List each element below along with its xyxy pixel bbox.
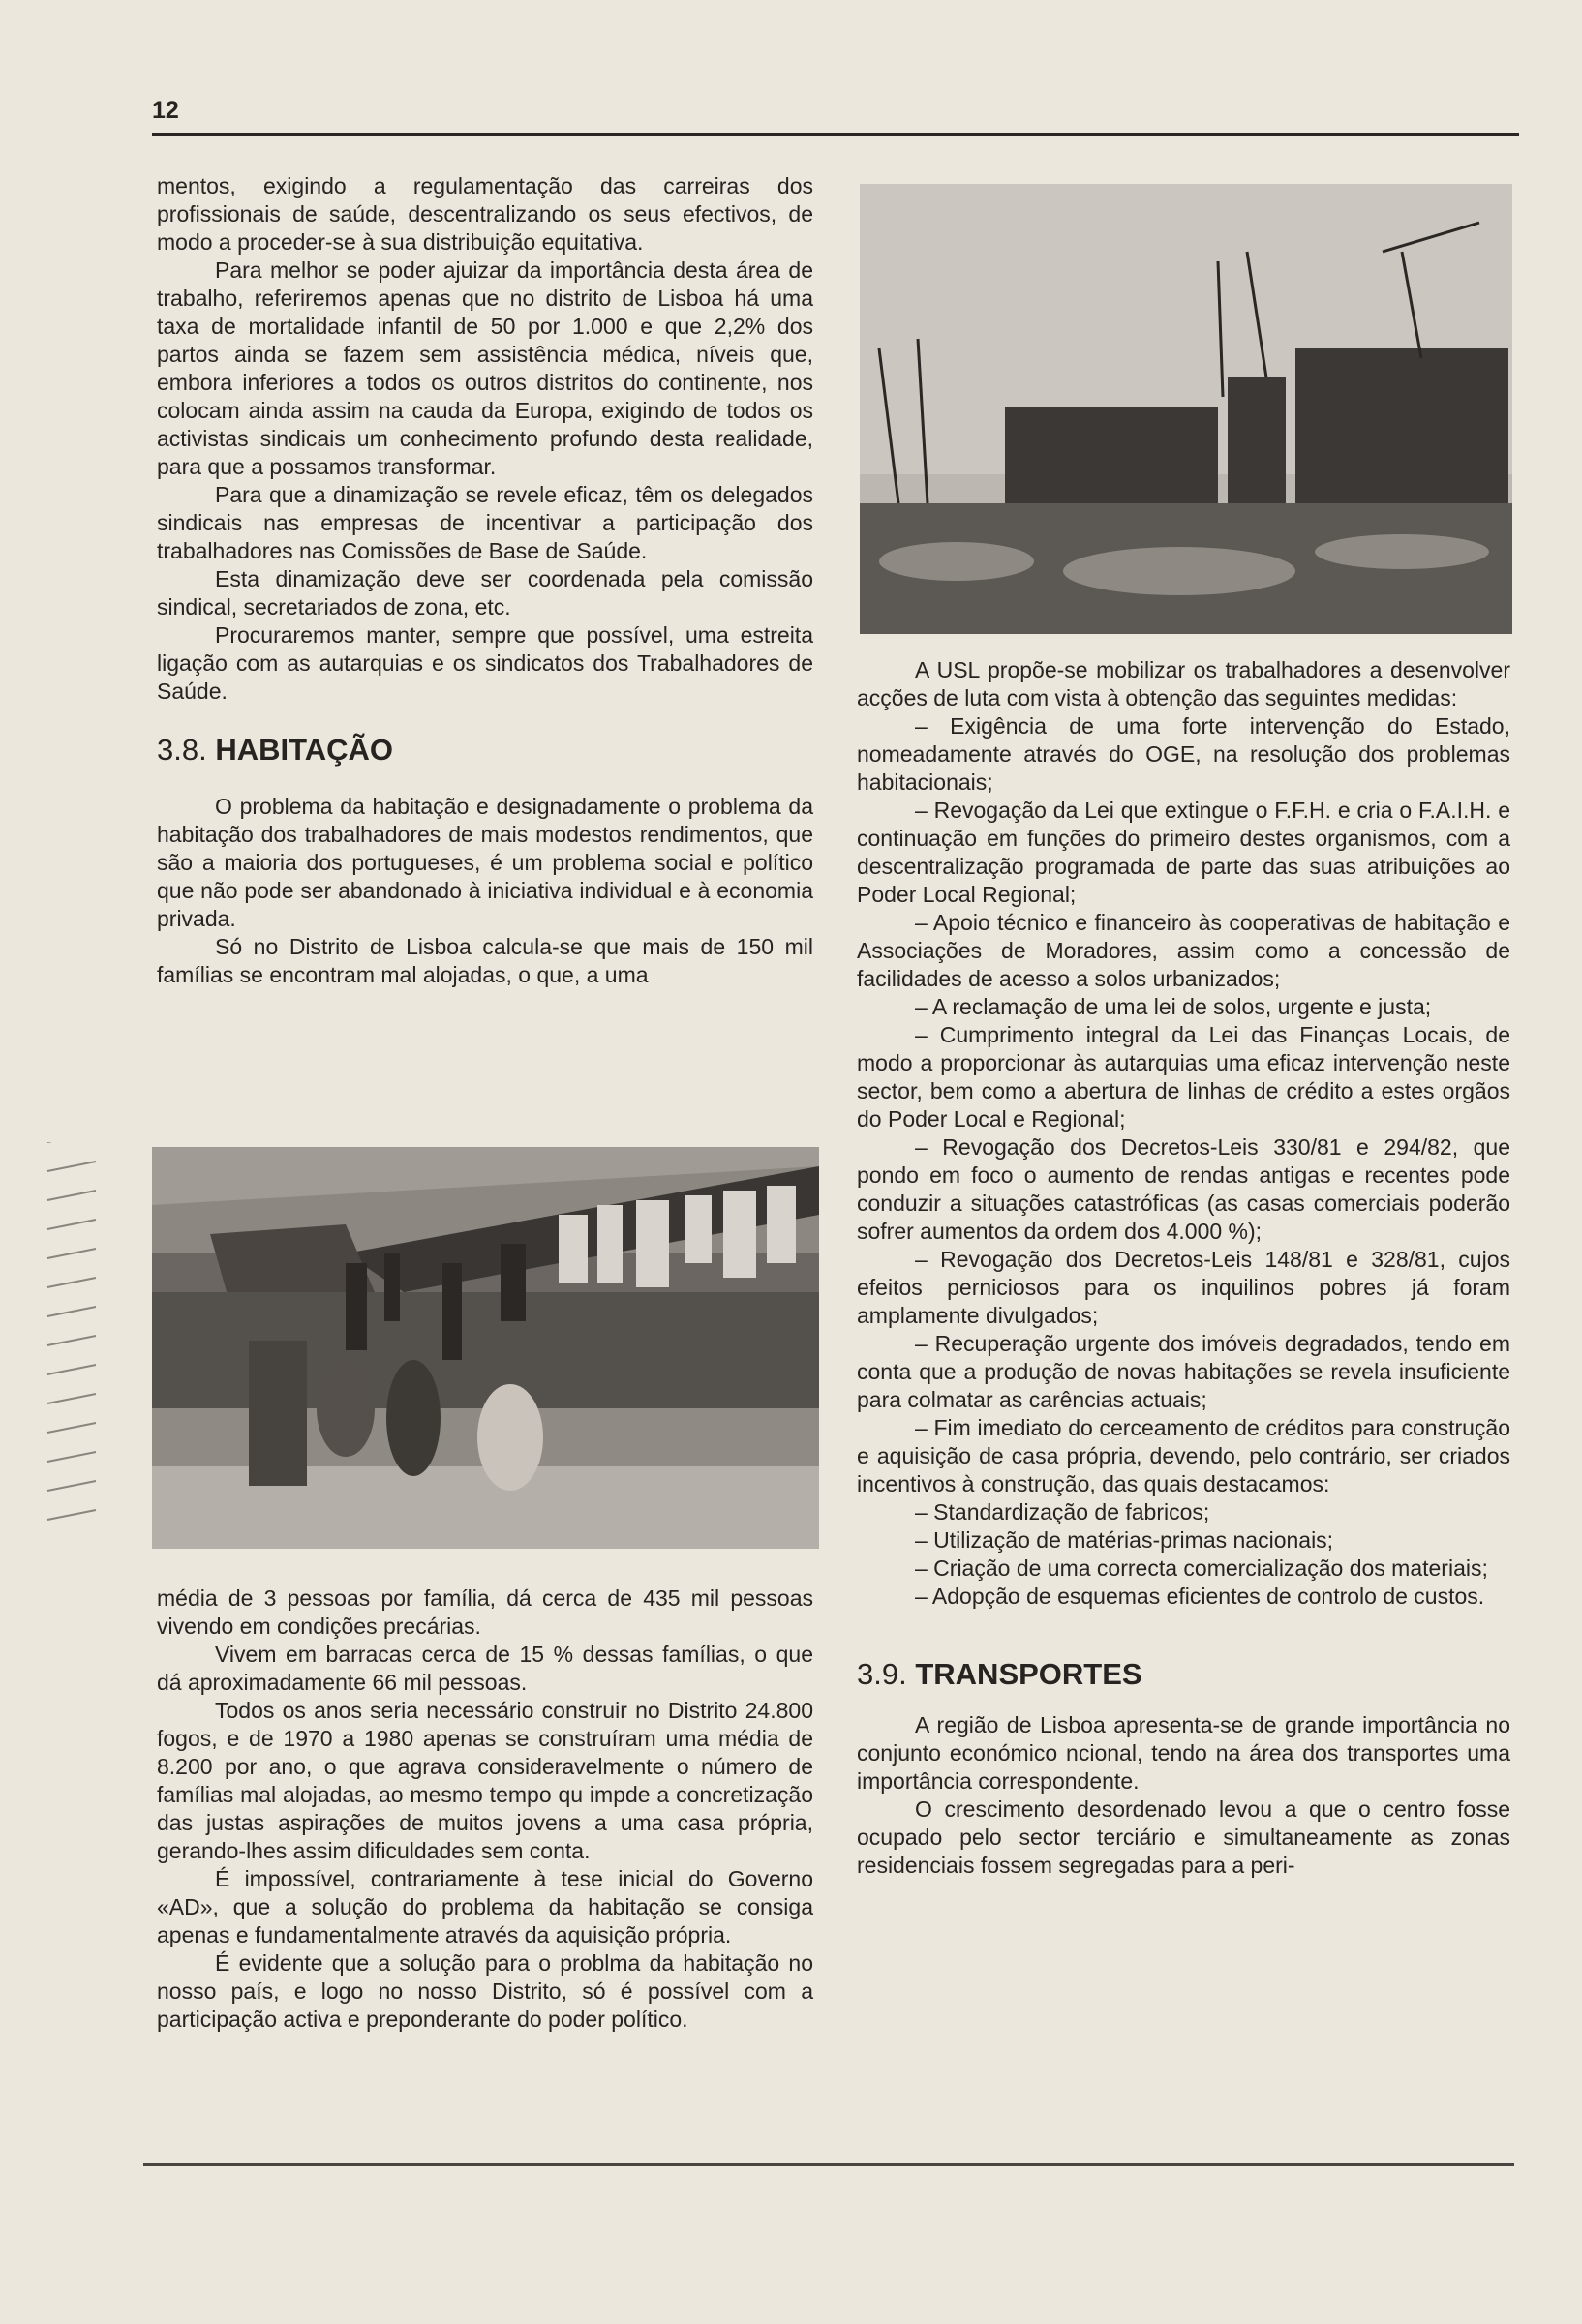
section-heading-habitacao <box>157 731 813 770</box>
section-title: HABITAÇÃO <box>215 733 394 767</box>
paragraph: É impossível, contrariamente à tese inicial do Governo «AD», que a solução do problema da habitação se consiga apenas e fundamentalmente através da aquisição própria. <box>157 1866 813 1947</box>
list-item: – Recuperação urgente dos imóveis degradados, tendo em conta que a produção de novas habitações se revela insuficiente para colmatar as carências actuais; <box>857 1331 1510 1412</box>
construction-photo <box>860 184 1512 634</box>
list-item: – Utilização de matérias-primas nacionais; <box>915 1527 1334 1553</box>
paragraph: O crescimento desordenado levou a que o centro fosse ocupado pelo sector terciário e simultaneamente as zonas residenciais fossem segregadas para a peri- <box>857 1796 1510 1878</box>
section-title: TRANSPORTES <box>915 1657 1142 1691</box>
section-number: 3.8. <box>157 733 207 767</box>
section-number: 3.9. <box>857 1657 907 1691</box>
list-item: – Revogação dos Decretos-Leis 330/81 e 294/82, que pondo em foco o aumento de rendas antigas e recentes pode conduzir a situações catastróficas (as casas comerciais poderão sofrer aumentos da ordem dos 4.000 %); <box>857 1134 1510 1244</box>
list-item: – Adopção de esquemas eficientes de controlo de custos. <box>915 1584 1485 1609</box>
list-item: – Apoio técnico e financeiro às cooperativas de habitação e Associações de Moradores, assim como a concessão de facilidades de acesso a solos urbanizados; <box>857 910 1510 991</box>
list-item: – Revogação dos Decretos-Leis 148/81 e 328/81, cujos efeitos perniciosos para os inquilinos pobres já foram amplamente divulgados; <box>857 1247 1510 1328</box>
section-heading-transportes <box>857 1655 1510 1694</box>
paragraph: O problema da habitação e designadamente o problema da habitação dos trabalhadores de mais modestos rendimentos, que são a maioria dos portugueses, é um problema social e político que não pode ser abandonado à iniciativa individual e à economia privada. <box>157 794 813 931</box>
scan-edge-marks <box>43 1142 101 1549</box>
list-item: – Criação de uma correcta comercialização dos materiais; <box>915 1555 1488 1581</box>
list-item: – Exigência de uma forte intervenção do Estado, nomeadamente através do OGE, na resolução dos problemas habitacionais; <box>857 713 1510 795</box>
paragraph: Esta dinamização deve ser coordenada pela comissão sindical, secretariados de zona, etc. <box>157 566 813 619</box>
list-item: – Revogação da Lei que extingue o F.F.H. e cria o F.A.I.H. e continuação em funções do primeiro destes organismos, com a descentralização programada de parte das suas atribuições ao Poder Local Regional; <box>857 798 1510 907</box>
paragraph: média de 3 pessoas por família, dá cerca de 435 mil pessoas vivendo em condições precárias. <box>157 1585 813 1639</box>
paragraph: mentos, exigindo a regulamentação das carreiras dos profissionais de saúde, descentralizando os seus efectivos, de modo a proceder-se à sua distribuição equitativa. <box>157 173 813 255</box>
list-item: – Standardização de fabricos; <box>915 1499 1210 1524</box>
paragraph: Só no Distrito de Lisboa calcula-se que mais de 150 mil famílias se encontram mal alojadas, o que, a uma <box>157 934 813 987</box>
paragraph: Para que a dinamização se revele eficaz, têm os delegados sindicais nas empresas de incentivar a participação dos trabalhadores nas Comissões de Base de Saúde. <box>157 482 813 563</box>
page-number: 12 <box>152 97 179 124</box>
list-item: – Fim imediato do cerceamento de créditos para construção e aquisição de casa própria, devendo, pelo contrário, ser criados incentivos à construção, das quais destacamos: <box>857 1415 1510 1496</box>
list-item: – Cumprimento integral da Lei das Finanças Locais, de modo a proporcionar às autarquias uma eficaz intervenção neste sector, bem como a abertura de linhas de crédito a estes orgãos do Poder Local e Regional; <box>857 1022 1510 1132</box>
list-item: – A reclamação de uma lei de solos, urgente e justa; <box>915 994 1432 1019</box>
paragraph: Procuraremos manter, sempre que possível, uma estreita ligação com as autarquias e os sindicatos dos Trabalhadores de Saúde. <box>157 622 813 704</box>
paragraph: Vivem em barracas cerca de 15 % dessas famílias, o que dá aproximadamente 66 mil pessoas. <box>157 1642 813 1695</box>
paragraph: A USL propõe-se mobilizar os trabalhadores a desenvolver acções de luta com vista à obtenção das seguintes medidas: <box>857 657 1510 710</box>
paragraph: Todos os anos seria necessário construir no Distrito 24.800 fogos, e de 1970 a 1980 apenas se construíram uma média de 8.200 por ano, o que agrava consideravelmente o número de famílias mal alojadas, ao mesmo tempo qu impde a concretização das justas aspirações de muitos jovens a uma casa própria, gerando-lhes assim dificuldades sem conta. <box>157 1698 813 1863</box>
left-column-upper <box>157 172 813 989</box>
paragraph: A região de Lisboa apresenta-se de grande importância no conjunto económico ncional, tendo na área dos transportes uma importância correspondente. <box>857 1712 1510 1794</box>
right-column <box>857 656 1510 1880</box>
paragraph: É evidente que a solução para o problma da habitação no nosso país, e logo no nosso Distrito, só é possível com a participação activa e preponderante do poder político. <box>157 1950 813 2032</box>
left-column-lower <box>157 1585 813 2034</box>
footer-rule <box>143 2163 1514 2166</box>
header-rule <box>152 133 1519 136</box>
paragraph: Para melhor se poder ajuizar da importância desta área de trabalho, referiremos apenas que no distrito de Lisboa há uma taxa de mortalidade infantil de 50 por 1.000 e que 2,2% dos partos ainda se fazem sem assistência médica, níveis que, embora inferiores a todos os outros distritos do continente, nos colocam ainda assim na cauda da Europa, exigindo de todos os activistas sindicais um conhecimento profundo desta realidade, para que a possamos transformar. <box>157 257 813 479</box>
shanty-photo <box>152 1147 819 1549</box>
